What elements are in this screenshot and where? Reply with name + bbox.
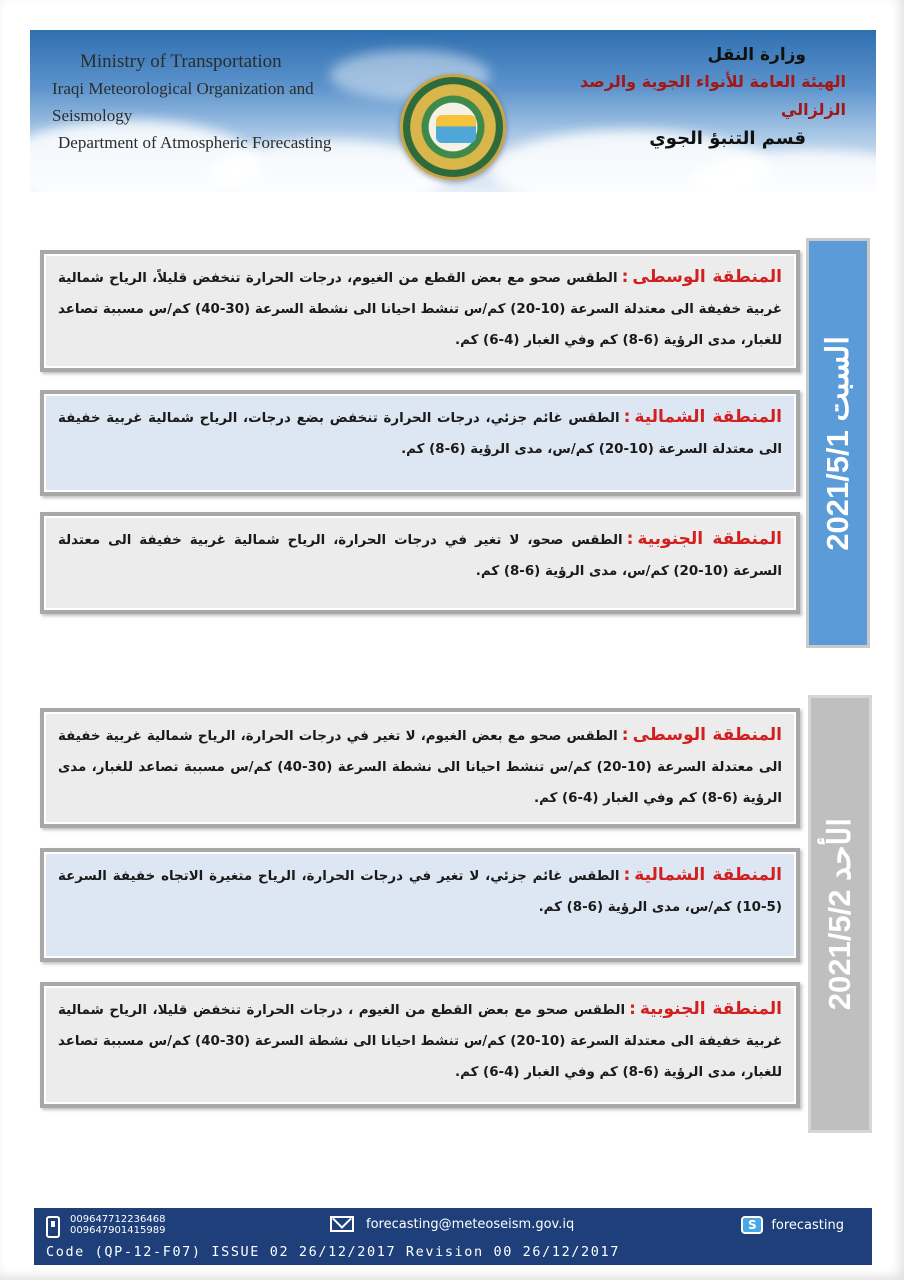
phone-number-2: 009647901415989 — [70, 1225, 166, 1236]
logo-sun-icon — [436, 115, 476, 143]
organization-name-en: Iraqi Meteorological Organization and Seismology — [52, 79, 314, 125]
day2-region-central: المنطقة الوسطى:الطقس صحو مع بعض الغيوم، لا تغير في درجات الحرارة، الرياح شمالية غربية خفيفة الى معتدلة السرعة (10-20) كم/س تنشط احيانا الى نشطة السرعة (30-40) كم/س مسببة تصاعد للغبار، مدى الرؤية (6-8) كم وفي الغبار (4-6) كم. — [40, 708, 800, 828]
phone-icon — [46, 1216, 60, 1238]
region-name: المنطقة الشمالية — [634, 865, 782, 885]
header-arabic — [576, 42, 846, 154]
ministry-name-ar: وزارة النقل — [707, 45, 806, 65]
region-name: المنطقة الوسطى — [632, 725, 783, 745]
region-forecast: الطقس صحو، لا تغير في درجات الحرارة، الرياح شمالية غربية خفيفة الى معتدلة السرعة (10-20) كم/س، مدى الرؤية (6-8) كم. — [58, 533, 782, 579]
region-forecast: الطقس صحو مع بعض القطع من الغيوم، درجات الحرارة تنخفض قليلاً، الرياح شمالية غربية خفيفة الى معتدلة السرعة (10-20) كم/س تنشط احيانا الى نشطة السرعة (30-40) كم/س مسببة تصاعد للغبار، مدى الرؤية (6-8) كم وفي الغبار (4-6) كم. — [58, 271, 782, 348]
footer-skype[interactable] — [741, 1216, 844, 1234]
region-forecast: الطقس غائم جزئي، لا تغير في درجات الحرارة، الرياح متغيرة الاتجاه خفيفة السرعة (5-10) كم/س، مدى الرؤية (6-8) كم. — [58, 869, 782, 915]
organization-logo — [400, 74, 506, 180]
email-address[interactable]: forecasting@meteoseism.gov.iq — [366, 1216, 575, 1232]
day1-date-column — [806, 238, 870, 648]
day1-region-central: المنطقة الوسطى:الطقس صحو مع بعض القطع من الغيوم، درجات الحرارة تنخفض قليلاً، الرياح شمالية غربية خفيفة الى معتدلة السرعة (10-20) كم/س تنشط احيانا الى نشطة السرعة (30-40) كم/س مسببة تصاعد للغبار، مدى الرؤية (6-8) كم وفي الغبار (4-6) كم. — [40, 250, 800, 372]
organization-name-ar: الهيئة العامة للأنواء الجوية والرصد الزلزالي — [580, 72, 846, 119]
day1-region-north: المنطقة الشمالية:الطقس غائم جزئي، درجات الحرارة تنخفض بضع درجات، الرياح شمالية غربية خفيفة الى معتدلة السرعة (10-20) كم/س، مدى الرؤية (6-8) كم. — [40, 390, 800, 496]
footer-email[interactable] — [330, 1216, 574, 1232]
department-name-ar: قسم التنبؤ الجوي — [649, 128, 806, 149]
mail-icon — [330, 1216, 354, 1232]
footer-bar — [34, 1208, 872, 1265]
day1-region-south: المنطقة الجنوبية:الطقس صحو، لا تغير في درجات الحرارة، الرياح شمالية غربية خفيفة الى معتدلة السرعة (10-20) كم/س، مدى الرؤية (6-8) كم. — [40, 512, 800, 614]
day2-region-north: المنطقة الشمالية:الطقس غائم جزئي، لا تغير في درجات الحرارة، الرياح متغيرة الاتجاه خفيفة السرعة (5-10) كم/س، مدى الرؤية (6-8) كم. — [40, 848, 800, 962]
day1-date-label: السبت 2021/5/1 — [820, 335, 855, 551]
region-forecast: الطقس صحو مع بعض القطع من الغيوم ، درجات الحرارة تنخفض قليلا، الرياح شمالية غربية خفيفة الى معتدلة السرعة (10-20) كم/س تنشط احيانا الى نشطة السرعة (30-40) كم/س مسببة تصاعد للغبار، مدى الرؤية (6-8) كم وفي الغبار (4-6) كم. — [58, 1003, 782, 1080]
region-name: المنطقة الوسطى — [632, 267, 782, 287]
region-name: المنطقة الجنوبية — [639, 999, 783, 1019]
skype-icon: S — [741, 1216, 763, 1234]
day2-region-south: المنطقة الجنوبية:الطقس صحو مع بعض القطع من الغيوم ، درجات الحرارة تنخفض قليلا، الرياح شمالية غربية خفيفة الى معتدلة السرعة (10-20) كم/س تنشط احيانا الى نشطة السرعة (30-40) كم/س مسببة تصاعد للغبار، مدى الرؤية (6-8) كم وفي الغبار (4-6) كم. — [40, 982, 800, 1108]
region-forecast: الطقس صحو مع بعض الغيوم، لا تغير في درجات الحرارة، الرياح شمالية غربية خفيفة الى معتدلة السرعة (10-20) كم/س تنشط احيانا الى نشطة السرعة (30-40) كم/س مسببة تصاعد للغبار، مدى الرؤية (6-8) كم وفي الغبار (4-6) كم. — [58, 729, 783, 806]
day2-date-label: الأحد 2021/5/2 — [822, 817, 857, 1011]
document-code-line: Code (QP-12-F07) ISSUE 02 26/12/2017 Revision 00 26/12/2017 — [46, 1244, 620, 1260]
department-name-en: Department of Atmospheric Forecasting — [58, 133, 332, 152]
day2-date-column — [808, 695, 872, 1133]
region-name: المنطقة الشمالية — [634, 407, 782, 427]
header-banner — [30, 30, 876, 192]
header-english — [52, 48, 342, 156]
phone-number-1: 009647712236468 — [70, 1214, 166, 1225]
region-forecast: الطقس غائم جزئي، درجات الحرارة تنخفض بضع درجات، الرياح شمالية غربية خفيفة الى معتدلة السرعة (10-20) كم/س، مدى الرؤية (6-8) كم. — [58, 411, 782, 457]
ministry-name-en: Ministry of Transportation — [80, 51, 282, 72]
skype-handle[interactable]: forecasting — [771, 1217, 844, 1233]
footer-phones — [70, 1214, 165, 1236]
region-name: المنطقة الجنوبية — [637, 529, 782, 549]
